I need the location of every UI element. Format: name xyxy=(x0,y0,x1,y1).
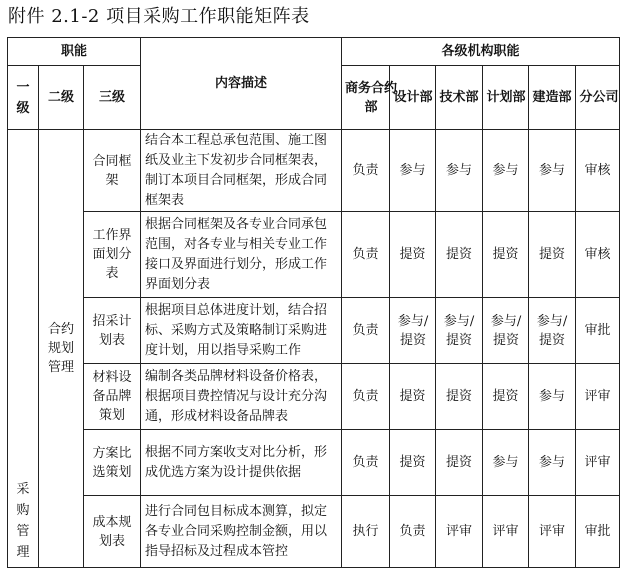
role-cell: 负责 xyxy=(342,364,390,430)
table-row xyxy=(8,496,620,568)
table-row xyxy=(8,298,620,364)
role-cell: 评审 xyxy=(483,496,529,568)
dept-header-technical: 技术部 xyxy=(436,66,483,130)
description-cell: 根据项目总体进度计划，结合招标、采购方式及策略制订采购进度计划，用以指导采购工作 xyxy=(141,298,342,364)
role-cell: 提资 xyxy=(436,364,483,430)
table-row xyxy=(8,364,620,430)
level2-cell: 合约规划管理 xyxy=(39,130,84,568)
role-cell: 审核 xyxy=(576,130,620,212)
level2-header: 二级 xyxy=(39,66,84,130)
role-cell: 负责 xyxy=(342,430,390,496)
role-cell: 提资 xyxy=(390,364,436,430)
table-row xyxy=(8,212,620,298)
dept-header-branch: 分公司 xyxy=(576,66,620,130)
table-row xyxy=(8,130,620,212)
description-cell: 根据合同框架及各专业合同承包范围，对各专业与相关专业工作接口及界面进行划分，形成工作界面划分表 xyxy=(141,212,342,298)
role-cell: 负责 xyxy=(342,298,390,364)
role-cell: 评审 xyxy=(436,496,483,568)
description-cell: 编制各类品牌材料设备价格表，根据项目费控情况与设计充分沟通，形成材料设备品牌表 xyxy=(141,364,342,430)
departments-group-header: 各级机构职能 xyxy=(342,38,620,66)
dept-header-commerce: 商务合约部 xyxy=(342,66,390,130)
level3-cell: 成本规划表 xyxy=(84,496,141,568)
description-cell: 根据不同方案收支对比分析，形成优选方案为设计提供依据 xyxy=(141,430,342,496)
role-cell: 评审 xyxy=(576,430,620,496)
role-cell: 参与 xyxy=(390,130,436,212)
role-cell: 审批 xyxy=(576,298,620,364)
role-cell: 提资 xyxy=(390,430,436,496)
role-cell: 提资 xyxy=(483,212,529,298)
level3-cell: 工作界面划分表 xyxy=(84,212,141,298)
role-cell: 评审 xyxy=(529,496,576,568)
function-group-header: 职能 xyxy=(8,38,141,66)
description-cell: 结合本工程总承包范围、施工图纸及业主下发初步合同框架表，制订本项目合同框架，形成合同框架表 xyxy=(141,130,342,212)
level3-cell: 材料设备品牌策划 xyxy=(84,364,141,430)
dept-header-planning: 计划部 xyxy=(483,66,529,130)
role-cell: 提资 xyxy=(436,430,483,496)
role-cell: 参与 xyxy=(529,430,576,496)
level3-cell: 合同框架 xyxy=(84,130,141,212)
role-cell: 参与 xyxy=(483,430,529,496)
role-cell: 参与/提资 xyxy=(529,298,576,364)
role-cell: 负责 xyxy=(390,496,436,568)
description-header: 内容描述 xyxy=(141,38,342,130)
level3-header: 三级 xyxy=(84,66,141,130)
description-cell: 进行合同包目标成本测算，拟定各专业合同采购控制金额，用以指导招标及过程成本管控 xyxy=(141,496,342,568)
role-cell: 提资 xyxy=(390,212,436,298)
role-cell: 提资 xyxy=(436,212,483,298)
role-cell: 提资 xyxy=(483,364,529,430)
dept-header-design: 设计部 xyxy=(390,66,436,130)
function-matrix-table xyxy=(7,37,620,568)
role-cell: 提资 xyxy=(529,212,576,298)
role-cell: 审核 xyxy=(576,212,620,298)
role-cell: 审批 xyxy=(576,496,620,568)
role-cell: 参与 xyxy=(529,364,576,430)
role-cell: 参与 xyxy=(436,130,483,212)
page-title: 附件 2.1-2 项目采购工作职能矩阵表 xyxy=(8,6,310,27)
role-cell: 负责 xyxy=(342,130,390,212)
header-row-top xyxy=(8,38,620,66)
dept-header-construction: 建造部 xyxy=(529,66,576,130)
level3-cell: 方案比选策划 xyxy=(84,430,141,496)
role-cell: 参与/提资 xyxy=(390,298,436,364)
role-cell: 参与 xyxy=(529,130,576,212)
level3-cell: 招采计划表 xyxy=(84,298,141,364)
level1-header: 一级 xyxy=(8,66,39,130)
role-cell: 负责 xyxy=(342,212,390,298)
role-cell: 参与/提资 xyxy=(483,298,529,364)
level1-cell: 采购管理 xyxy=(8,130,39,568)
role-cell: 执行 xyxy=(342,496,390,568)
role-cell: 评审 xyxy=(576,364,620,430)
role-cell: 参与 xyxy=(483,130,529,212)
table-row xyxy=(8,430,620,496)
role-cell: 参与/提资 xyxy=(436,298,483,364)
